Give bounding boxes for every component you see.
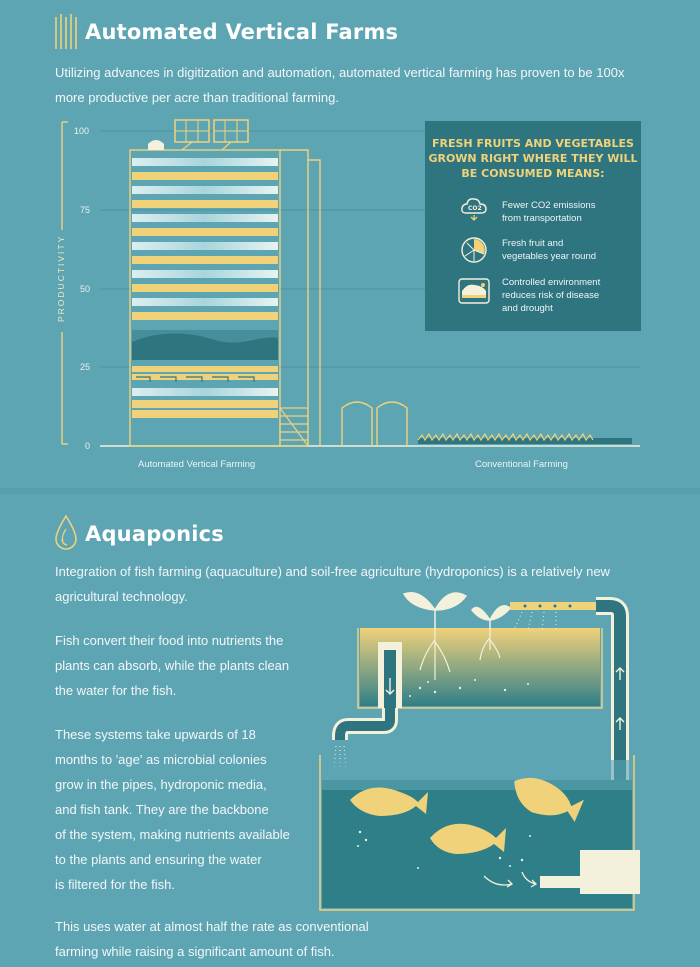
p2-line-6: to the plants and ensuring the water	[55, 852, 262, 867]
silo-tanks	[342, 402, 407, 446]
stairs	[280, 408, 308, 446]
benefits-title-line-1: FRESH FRUITS AND VEGETABLES	[432, 137, 634, 150]
wheat-stalks-icon	[53, 13, 79, 51]
aquaponics-paragraph-2	[55, 722, 335, 897]
p2-line-1: These systems take upwards of 18	[55, 727, 256, 742]
p2-line-2: months to 'age' as microbial colonies	[55, 752, 267, 767]
x-label-vertical: Automated Vertical Farming	[138, 459, 256, 470]
p1-line-2: plants can absorb, while the plants clean	[55, 658, 290, 673]
p2-line-5: of the system, making nutrients available	[55, 827, 290, 842]
benefits-box	[425, 121, 641, 331]
y-tick-0: 0	[85, 441, 91, 451]
svg-text:CO2: CO2	[468, 205, 482, 212]
intro-line-2: more productive per acre than traditional farming.	[55, 90, 339, 105]
benefit-co2-line-2: from transportation	[502, 213, 582, 224]
rooftop-dome	[148, 140, 164, 150]
siphon-bell	[378, 642, 402, 708]
benefit-co2-line-1: Fewer CO2 emissions	[502, 200, 596, 211]
y-tick-50: 50	[80, 284, 91, 294]
section-title-vertical-farms: Automated Vertical Farms	[85, 20, 399, 44]
aquaponics-intro-line-2: agricultural technology.	[55, 589, 188, 604]
p1-line-1: Fish convert their food into nutrients the	[55, 633, 284, 648]
benefit-env-line-3: and drought	[502, 303, 553, 314]
water-drop-icon	[53, 514, 79, 552]
benefit-fruit-line-2: vegetables year round	[502, 251, 597, 262]
section-title-aquaponics: Aquaponics	[85, 522, 224, 546]
y-tick-25: 25	[80, 362, 91, 372]
growing-shelves	[132, 158, 278, 418]
co2-cloud-icon	[459, 193, 489, 223]
controlled-environment-icon	[457, 275, 491, 307]
x-label-conventional: Conventional Farming	[475, 459, 568, 470]
vertical-farms-intro	[55, 60, 675, 110]
p2-line-7: is filtered for the fish.	[55, 877, 175, 892]
y-tick-100: 100	[74, 126, 90, 136]
p2-line-4: and fish tank. They are the backbone	[55, 802, 269, 817]
benefit-env-line-1: Controlled environment	[502, 277, 601, 288]
p1-line-3: the water for the fish.	[55, 683, 177, 698]
y-tick-75: 75	[80, 205, 91, 215]
aquaponics-paragraph-1	[55, 628, 335, 703]
benefits-title-line-2: GROWN RIGHT WHERE THEY WILL	[428, 152, 638, 165]
aquaponics-paragraph-3	[55, 914, 455, 964]
p3-line-2: farming while raising a significant amount of fish.	[55, 944, 335, 959]
p3-line-1: This uses water at almost half the rate as conventional	[55, 919, 369, 934]
section-divider	[0, 488, 700, 494]
benefit-fruit-line-1: Fresh fruit and	[502, 238, 564, 249]
aquaponics-diagram	[300, 580, 650, 920]
benefit-item-co2	[502, 199, 632, 225]
benefits-title	[425, 136, 641, 181]
benefit-env-line-2: reduces risk of disease	[502, 290, 600, 301]
aquaponics-intro-line-1: Integration of fish farming (aquaculture) and soil-free agriculture (hydroponics) is a relatively new	[55, 564, 610, 579]
p2-line-3: grow in the pipes, hydroponic media,	[55, 777, 267, 792]
solar-panel-icon	[175, 120, 248, 150]
conventional-field	[418, 434, 632, 444]
fruit-slice-icon	[459, 235, 489, 265]
benefit-item-environment	[502, 276, 632, 315]
benefit-item-fruit	[502, 237, 632, 263]
sprinkler-pipe	[510, 602, 600, 630]
benefits-title-line-3: BE CONSUMED MEANS:	[461, 167, 605, 180]
intro-line-1: Utilizing advances in digitization and automation, automated vertical farming has proven to be 100x	[55, 65, 625, 80]
y-axis-label: PRODUCTIVITY	[56, 234, 66, 322]
